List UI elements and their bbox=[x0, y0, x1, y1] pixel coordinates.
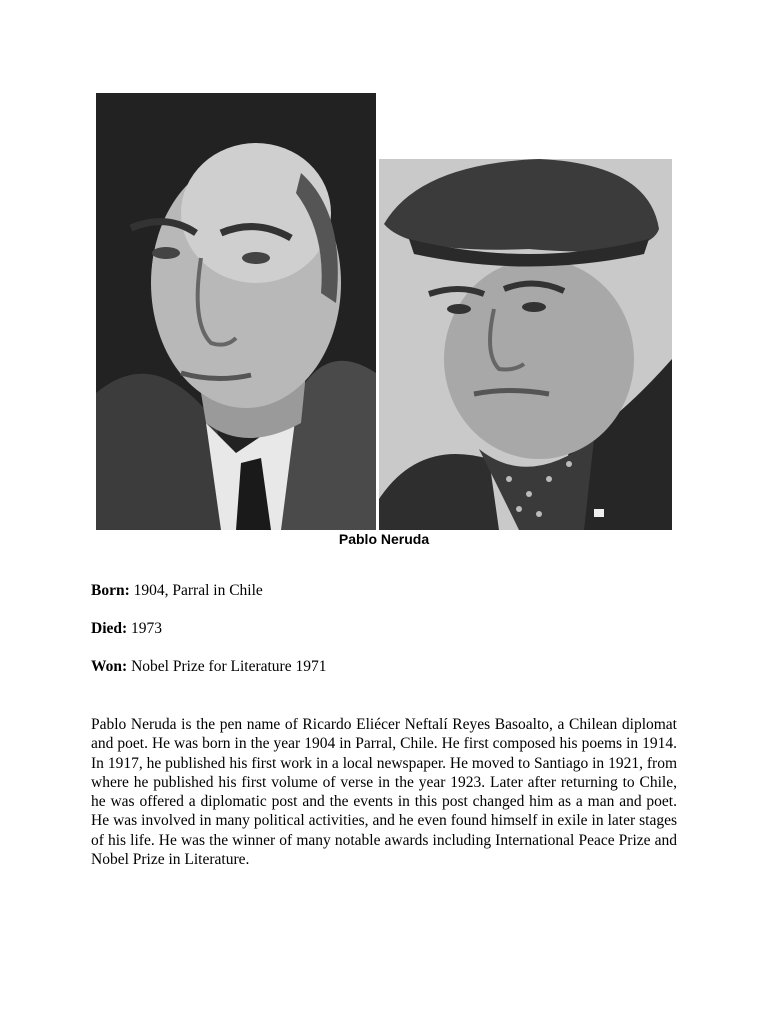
biography-paragraph: Pablo Neruda is the pen name of Ricardo Eliécer Neftalí Reyes Basoalto, a Chilean diplomat and poet. He was born in the year 1904 in Parral, Chile. He first composed his poems in 1914. In 1917, he published his first work in a local newspaper. He moved to Santiago in 1921, from where he published his first volume of verse in the year 1923. Later after returning to Chile, he was offered a diplomatic post and the events in this post changed him as a man and poet. He was involved in many political activities, and he even found himself in exile in later stages of his life. He was the winner of many notable awards including International Peace Prize and Nobel Prize in Literature. bbox=[91, 716, 677, 869]
fact-died-label: Died: bbox=[91, 620, 128, 637]
fact-won-value: Nobel Prize for Literature 1971 bbox=[127, 658, 327, 675]
portrait-right-image bbox=[379, 159, 672, 530]
fact-died-value: 1973 bbox=[127, 620, 163, 637]
portrait-left-image bbox=[96, 93, 376, 530]
fact-won-label: Won: bbox=[91, 658, 128, 675]
portrait-photo-left bbox=[96, 93, 376, 530]
photo-caption: Pablo Neruda bbox=[338, 531, 430, 547]
portrait-photo-right bbox=[379, 159, 672, 530]
fact-born bbox=[91, 581, 263, 601]
fact-born-value: 1904, Parral in Chile bbox=[129, 582, 263, 599]
fact-won bbox=[91, 657, 326, 677]
fact-died bbox=[91, 619, 162, 639]
fact-born-label: Born: bbox=[91, 582, 130, 599]
